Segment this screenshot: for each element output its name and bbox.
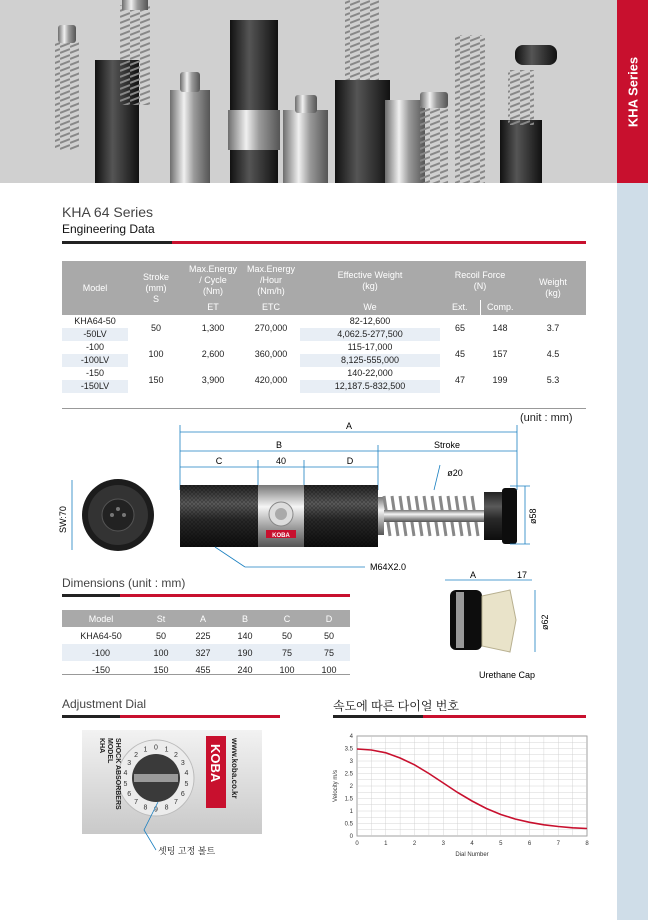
y-tick-label: 3 [349, 759, 353, 765]
dial-number: 8 [143, 804, 148, 812]
unit-note: (unit : mm) [520, 412, 573, 424]
y-tick-label: 2 [349, 784, 353, 790]
rod-collar [484, 492, 502, 540]
x-tick-label: 0 [355, 841, 359, 847]
cell-weight: 4.5 [546, 348, 560, 359]
dim-th: C [266, 610, 308, 627]
dial-number: 1 [143, 746, 148, 754]
y-tick-label: 1 [349, 809, 353, 815]
dial-number: 7 [173, 799, 178, 807]
dim-cell: 225 [195, 630, 211, 641]
th-energy-hour: Max.Energy /Hour (Nm/h) [242, 261, 300, 300]
dim-label-b: B [275, 440, 283, 450]
dial-number: 4 [184, 770, 189, 778]
y-tick-label: 4 [349, 734, 353, 740]
dim-cell: 455 [195, 664, 211, 675]
dim-cell: 50 [323, 630, 334, 641]
section-title: KHA 64 Series [62, 204, 154, 220]
dim-cell: 150 [153, 664, 169, 675]
adj-rule-black [62, 715, 120, 718]
section-subtitle: Engineering Data [62, 222, 155, 236]
sidebar-blue-strip [617, 183, 648, 920]
dim-cell: 100 [321, 664, 337, 675]
cell-weight: 5.3 [546, 374, 560, 385]
cell-comp: 157 [492, 348, 508, 359]
table-row [62, 367, 586, 380]
cell-etc: 420,000 [254, 374, 288, 385]
cell-etc: 270,000 [254, 322, 288, 333]
th-etc: ETC [242, 300, 300, 315]
urethane-cap-drawing [445, 580, 535, 652]
cell-we: 82-12,600 [349, 316, 391, 326]
y-tick-label: 0 [349, 834, 353, 840]
dim-label-40: 40 [275, 456, 287, 466]
y-tick-label: 1.5 [344, 796, 353, 803]
dial-number: 3 [180, 760, 185, 767]
dim-cell: 75 [308, 644, 350, 661]
cell-model: -150LV [62, 380, 128, 393]
dim-th: D [308, 610, 350, 627]
chart-rule-black [333, 715, 423, 718]
th-comp: Comp. [480, 300, 520, 315]
dial-number: 0 [154, 744, 158, 752]
absorber-body [180, 485, 384, 547]
dim-cell: 50 [155, 630, 166, 641]
x-tick-label: 6 [527, 841, 532, 847]
cell-model: -100LV [62, 354, 128, 367]
y-axis-label: Velocity m/s [333, 769, 339, 803]
thread-label: M64X2.0 [370, 562, 407, 572]
dim-label-c: C [215, 456, 223, 466]
cell-stroke: 150 [148, 374, 164, 385]
x-tick-label: 1 [384, 841, 388, 847]
x-tick-label: 4 [470, 841, 474, 847]
cell-stroke: 50 [150, 322, 161, 333]
plate-label-kha: KHA [98, 738, 105, 754]
x-tick-label: 8 [585, 841, 589, 847]
dim-cell: 100 [140, 644, 182, 661]
x-tick-label: 3 [441, 841, 445, 847]
dial-number: 2 [134, 751, 139, 759]
chart-title: 속도에 따른 다이얼 번호 [333, 699, 459, 713]
dimensions-table [62, 610, 350, 678]
table-row [62, 644, 350, 661]
cell-model: -150 [85, 368, 104, 378]
adj-rule-red [120, 715, 280, 718]
x-tick-label: 5 [499, 841, 503, 847]
dim-rule-black [62, 594, 120, 597]
dim-cell: 190 [224, 644, 266, 661]
dial-number: 5 [184, 780, 189, 788]
cell-comp: 148 [492, 322, 508, 333]
dim-rule-red [120, 594, 350, 597]
th-energy-cycle: Max.Energy / Cycle (Nm) [184, 261, 242, 300]
table-bottom-rule [62, 408, 586, 409]
dim-label-a: A [345, 421, 353, 431]
th-et: ET [184, 300, 242, 315]
cell-we: 4,062.5-277,500 [300, 328, 440, 341]
x-tick-label: 7 [556, 841, 560, 847]
x-tick-label: 2 [412, 841, 417, 847]
cap-label: Urethane Cap [478, 670, 536, 680]
chart-grid [357, 736, 587, 836]
dim-cell: 240 [237, 664, 253, 675]
x-axis-label: Dial Number [455, 852, 489, 858]
dial-number: 4 [123, 770, 128, 778]
x-tick-labels [355, 841, 589, 847]
cap-dim-17: 17 [516, 570, 528, 580]
y-tick-label: 0.5 [344, 821, 353, 828]
cell-et: 1,300 [201, 322, 225, 333]
th-recoil: Recoil Force (N) [440, 261, 520, 300]
dial-number: 2 [173, 751, 178, 759]
cell-ext: 65 [454, 322, 465, 333]
th-model: Model [62, 261, 128, 315]
chart-rule-red [423, 715, 586, 718]
plate-label-shock: SHOCK ABSORBERS [114, 738, 121, 810]
cell-ext: 47 [454, 374, 465, 385]
th-effective-weight: Effective Weight (kg) [300, 261, 440, 300]
dim-label-phi20: ø20 [447, 468, 463, 478]
end-view [70, 479, 154, 551]
bolt-note: 셋팅 고정 볼트 [158, 846, 216, 856]
dim-label-d: D [346, 456, 354, 466]
plate-label-model: MODEL [106, 738, 113, 764]
cell-stroke: 100 [148, 348, 164, 359]
th-ext: Ext. [440, 300, 480, 315]
dim-label-stroke: Stroke [433, 440, 461, 450]
velocity-dial-chart [325, 728, 600, 868]
cell-etc: 360,000 [254, 348, 288, 359]
dim-cell: KHA64-50 [80, 630, 122, 641]
th-stroke: Stroke (mm) S [128, 261, 184, 315]
dim-th: A [182, 610, 224, 627]
y-tick-labels [345, 734, 354, 840]
th-weight: Weight (kg) [520, 261, 586, 315]
cell-weight: 3.7 [546, 322, 560, 333]
cell-we: 115-17,000 [347, 342, 393, 352]
th-we: We [300, 300, 440, 315]
dim-cell: 75 [266, 644, 308, 661]
dimensions-title: Dimensions (unit : mm) [62, 576, 186, 590]
dial-number: 6 [127, 791, 132, 798]
cell-we: 140-22,000 [347, 368, 393, 378]
engineering-data-table [62, 261, 586, 393]
dial-number: 9 [154, 806, 158, 814]
adjustment-title: Adjustment Dial [62, 697, 147, 711]
cell-et: 2,600 [201, 348, 225, 359]
dim-cell: 50 [281, 630, 292, 641]
table-row [62, 627, 350, 644]
dim-th: B [224, 610, 266, 627]
dial-number: 7 [134, 799, 139, 807]
title-rule-black [62, 241, 172, 244]
table-header-row [62, 261, 586, 300]
plate-url: www.koba.co.kr [230, 738, 239, 799]
dim-label-phi58: ø58 [528, 508, 538, 524]
cell-model: -100 [85, 342, 104, 352]
cap-dim-a: A [469, 570, 477, 580]
dim-header-row [62, 610, 350, 627]
dim-cell: 100 [279, 664, 295, 675]
dial-number: 1 [164, 746, 169, 754]
table-row [62, 341, 586, 354]
dim-cell: -150 [91, 664, 110, 675]
piston-rod [384, 510, 484, 522]
cell-we: 12,187.5-832,500 [300, 380, 440, 393]
dim-table-bottom-rule [62, 674, 350, 675]
cell-we: 8,125-555,000 [300, 354, 440, 367]
table-row [62, 315, 586, 328]
end-cap [502, 488, 517, 544]
dim-cell: 327 [182, 644, 224, 661]
dim-th: St [140, 610, 182, 627]
dial-number: 3 [127, 760, 132, 767]
shock-absorber-photo [0, 0, 617, 183]
dim-cell: -100 [62, 644, 140, 661]
cell-comp: 199 [492, 374, 508, 385]
dim-label-sw70: SW:70 [58, 506, 68, 533]
y-tick-label: 3.5 [344, 746, 353, 753]
table-row [62, 661, 350, 678]
cap-dim-phi62: ø62 [540, 614, 550, 630]
dial-number: 6 [180, 791, 185, 798]
dim-cell: 140 [237, 630, 253, 641]
title-rule-red [172, 241, 586, 244]
dial-number: 8 [164, 804, 169, 812]
dial-number: 5 [123, 780, 128, 788]
cell-ext: 45 [454, 348, 465, 359]
cell-model: -50LV [62, 328, 128, 341]
body-brand: KOBA [272, 533, 290, 539]
plate-brand: KOBA [208, 744, 223, 783]
series-tab-label: KHA Series [625, 56, 640, 128]
y-tick-label: 2.5 [344, 771, 353, 778]
series-tab [617, 0, 648, 183]
cell-model: KHA64-50 [74, 316, 116, 326]
cell-et: 3,900 [201, 374, 225, 385]
dim-th: Model [62, 610, 140, 627]
product-photo-banner [0, 0, 617, 183]
